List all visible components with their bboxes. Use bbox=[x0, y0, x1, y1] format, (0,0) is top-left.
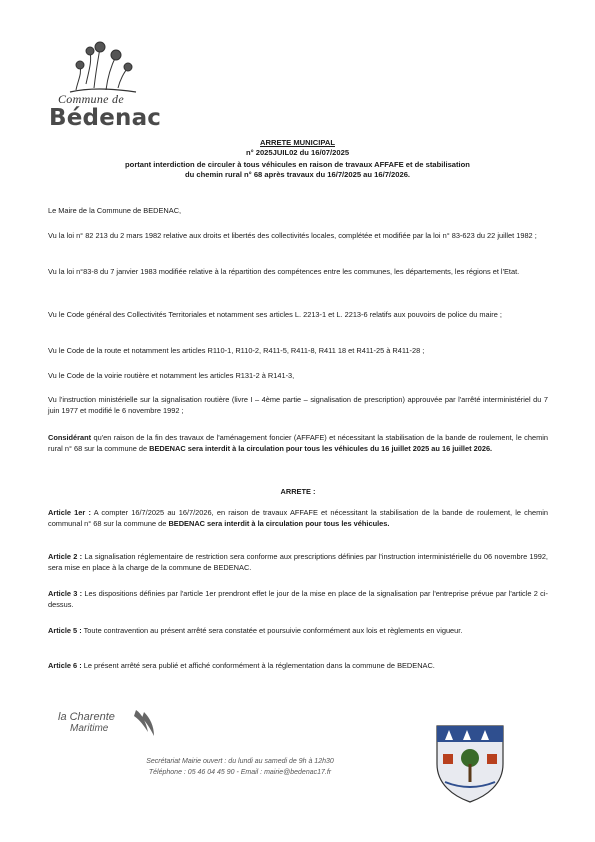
logo-script-text: Commune de bbox=[58, 92, 124, 106]
document-subject-line1: portant interdiction de circuler à tous véhicules en raison de travaux AFFAFE et de stabilisation bbox=[125, 160, 470, 169]
vu-paragraph-5: Vu le Code de la voirie routière et notamment les articles R131-2 à R141-3, bbox=[48, 371, 295, 380]
article-5-label: Article 5 : bbox=[48, 626, 82, 635]
vu-paragraph-6: Vu l'instruction ministérielle sur la signalisation routière (livre I – 4ème partie – signalisation de prescription) approuvée par l'arrêté interministériel du 7 juin 1977 et modifié le 6 novembre 1992 ; bbox=[48, 395, 548, 415]
article-6 bbox=[48, 661, 548, 672]
footer-hours: Secrétariat Mairie ouvert : du lundi au samedi de 9h à 12h30 bbox=[146, 758, 334, 765]
article-3-label: Article 3 : bbox=[48, 589, 83, 598]
document-number: n° 2025JUIL02 du 16/07/2025 bbox=[245, 148, 350, 157]
article-5 bbox=[48, 626, 548, 637]
logo-commune-name: Bédenac bbox=[49, 105, 162, 131]
considerant-bold-text: BEDENAC sera interdit à la circulation pour tous les véhicules du 16 juillet 2025 au 16 juillet 2026. bbox=[149, 443, 493, 453]
document-title: ARRETE MUNICIPAL bbox=[260, 138, 335, 147]
article-6-text: Le présent arrêté sera publié et affiché conformément à la réglementation dans la commune de BEDENAC. bbox=[81, 661, 435, 670]
article-6-label: Article 6 : bbox=[48, 661, 82, 670]
vu-paragraph-3: Vu le Code général des Collectivités Territoriales et notamment ses articles L. 2213-1 et L. 2213-6 relatifs aux pouvoirs de police du maire ; bbox=[48, 310, 502, 319]
considerant-text: qu'en raison de la fin des travaux de l'aménagement foncier (AFFAFE) et nécessitant la stabilisation de la bande de roulement, le chemin rural n° 68 sur la commune de bbox=[48, 433, 548, 453]
article-3-text: Les dispositions définies par l'article 1er prendront effet le jour de la mise en place de la signalisation par l'entreprise prévue par l'article 2 ci-dessus. bbox=[48, 589, 548, 609]
article-2-label: Article 2 : bbox=[48, 552, 83, 561]
article-3 bbox=[48, 589, 548, 611]
article-2-text: La signalisation réglementaire de restriction sera conforme aux prescriptions définies par l'instruction interministérielle du 06 novembre 1992, sera mise en place à la charge de la commune de BEDENAC. bbox=[48, 552, 548, 572]
article-1-text: A compter 16/7/2025 au 16/7/2026, en raison de travaux AFFAFE et nécessitant la stabilisation de la bande de roulement, le chemin communal n° 68 sur la commune de bbox=[48, 508, 548, 528]
vu-paragraph-4: Vu le Code de la route et notamment les articles R110-1, R110-2, R411-5, R411-8, R411 18 et R411-25 à R411-28 ; bbox=[48, 346, 425, 355]
coat-of-arms-icon bbox=[433, 722, 507, 806]
article-2 bbox=[48, 552, 548, 574]
bird-icon bbox=[134, 710, 154, 736]
vu-paragraph-1: Vu la loi n° 82 213 du 2 mars 1982 relative aux droits et libertés des collectivités locales, complétée et modifiée par la loi n° 83-623 du 22 juillet 1982 ; bbox=[48, 231, 537, 240]
charente-text-line1: la Charente bbox=[58, 711, 115, 723]
footer-contact: Téléphone : 05 46 04 45 90 - Email : mairie@bedenac17.fr bbox=[148, 769, 332, 776]
article-1 bbox=[48, 508, 548, 530]
considerant-label: Considérant bbox=[48, 433, 92, 442]
article-1-bold-text: BEDENAC sera interdit à la circulation pour tous les véhicules. bbox=[168, 518, 390, 528]
vu-paragraph-2: Vu la loi n°83-8 du 7 janvier 1983 modifiée relative à la répartition des compétences entre les communes, les départements, les régions et l'Etat. bbox=[48, 267, 520, 276]
article-5-text: Toute contravention au présent arrêté sera constatée et poursuivie conformément aux lois et règlements en vigueur. bbox=[81, 626, 463, 635]
arrete-heading: ARRETE : bbox=[280, 487, 316, 496]
intro-paragraph: Le Maire de la Commune de BEDENAC, bbox=[48, 206, 182, 215]
document-subject-line2: du chemin rural n° 68 après travaux du 16/7/2025 au 16/7/2026. bbox=[184, 170, 411, 179]
article-1-label: Article 1er : bbox=[48, 508, 91, 517]
trees-icon bbox=[70, 42, 136, 92]
considerant-paragraph bbox=[48, 433, 548, 455]
charente-text-line2: Maritime bbox=[70, 723, 109, 734]
